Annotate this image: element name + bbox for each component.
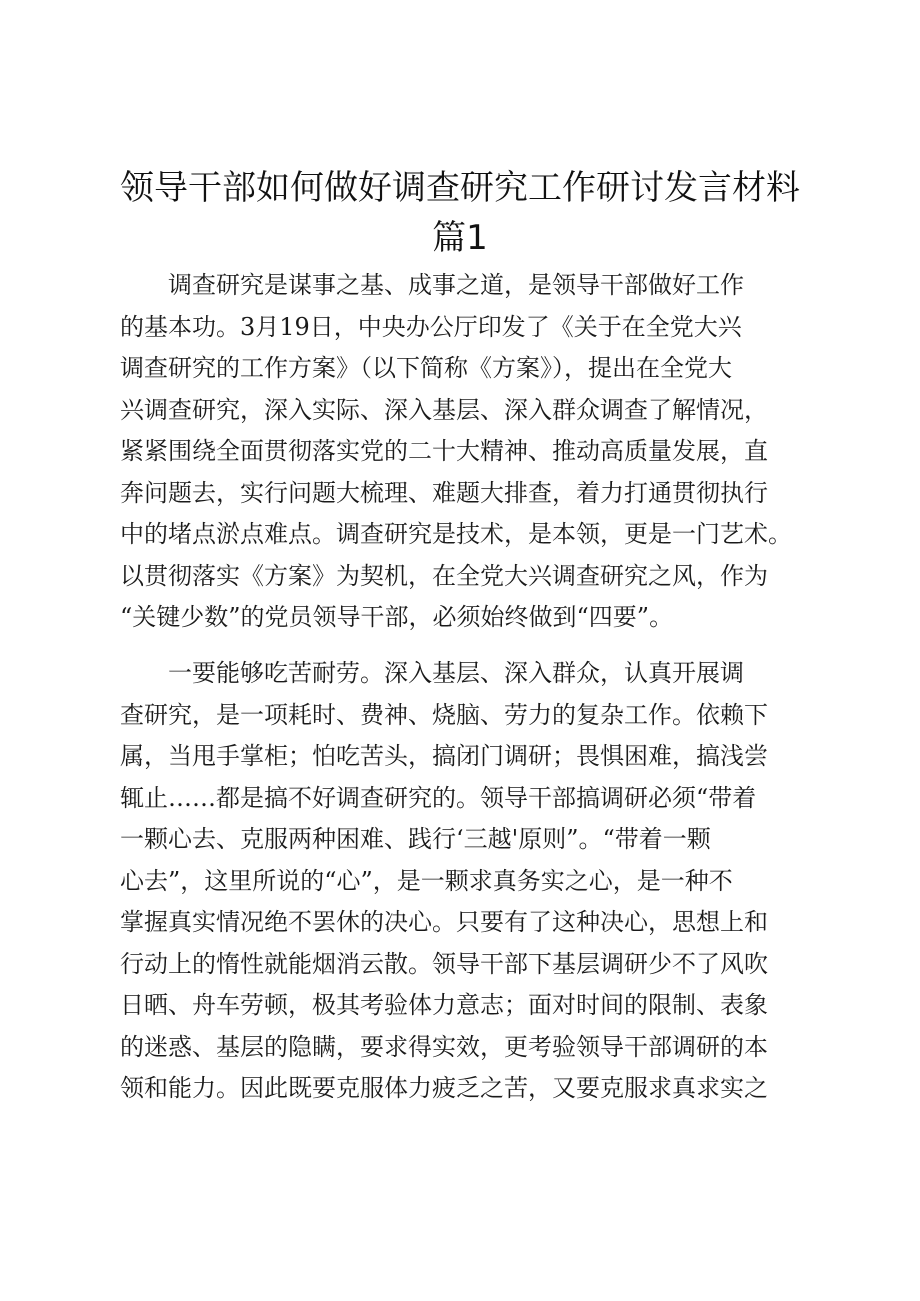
paragraph-line: 心去”，这里所说的“心”，是一颗求真务实之心，是一种不 [120,866,733,895]
paragraph-line: 日晒、舟车劳顿，极其考验体力意志；面对时间的限制、表象 [120,991,768,1019]
paragraph-line: “关键少数”的党员领导干部，必须始终做到“四要”。 [120,603,674,631]
paragraph-line: 的迷惑、基层的隐瞒，要求得实效，更考验领导干部调研的本 [120,1032,768,1061]
paragraph-line: 领和能力。因此既要克服体力疲乏之苦，又要克服求真求实之 [120,1074,768,1102]
paragraph-line: 调查研究是谋事之基、成事之道，是领导干部做好工作 [168,271,744,299]
paragraph-line: 中的堵点淤点难点。调查研究是技术，是本领，更是一门艺术。 [120,520,792,548]
paragraph-line: 的基本功。3月19日，中央办公厅印发了《关于在全党大兴 [120,312,742,341]
paragraph-line: 以贯彻落实《方案》为契机，在全党大兴调查研究之风，作为 [120,561,768,590]
paragraph-line: 一要能够吃苦耐劳。深入基层、深入群众，认真开展调 [168,659,744,687]
paragraph-2 [120,653,820,1110]
paragraph-line: 紧紧围绕全面贯彻落实党的二十大精神、推动高质量发展，直 [120,437,768,465]
paragraph-line: 兴调查研究，深入实际、深入基层、深入群众调查了解情况， [120,395,768,424]
paragraph-line: 查研究，是一项耗时、费神、烧脑、劳力的复杂工作。依赖下 [120,700,768,729]
paragraph-line: 调查研究的工作方案》（以下简称《方案》），提出在全党大 [120,354,732,382]
paragraph-line: 掌握真实情况绝不罢休的决心。只要有了这种决心，思想上和 [120,908,768,936]
document-title-line2: 篇1 [432,218,488,258]
paragraph-line: 属，当甩手掌柜；怕吃苦头，搞闭门调研；畏惧困难，搞浅尝 [120,742,768,770]
paragraph-line: 辄止……都是搞不好调查研究的。领导干部搞调研必须“带着 [120,783,757,812]
paragraph-line: 行动上的惰性就能烟消云散。领导干部下基层调研少不了风吹 [120,949,768,978]
document-title-line1: 领导干部如何做好调查研究工作研讨发言材料 [120,168,800,208]
paragraph-1 [120,265,820,639]
paragraph-line: 奔问题去，实行问题大梳理、难题大排查，着力打通贯彻执行 [120,478,768,507]
paragraph-line: 一颗心去、克服两种困难、践行‘三越'原则”。“带着一颗 [120,825,711,853]
